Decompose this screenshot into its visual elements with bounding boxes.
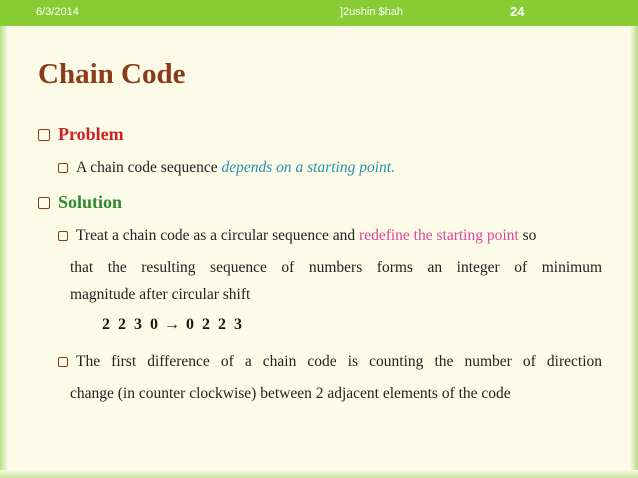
right-border <box>630 26 638 478</box>
problem-item-prefix: A chain code sequence <box>76 159 222 176</box>
problem-item-emphasis: depends on a starting point. <box>221 159 395 176</box>
bottom-border <box>0 470 638 478</box>
solution-item-1-prefix: Treat a chain code as a circular sequence and <box>76 227 360 244</box>
square-bullet-icon <box>58 357 68 367</box>
problem-item-text <box>76 159 395 177</box>
sequence-before: 2 2 3 0 <box>102 316 158 333</box>
header-date: 6/3/2014 <box>36 6 79 18</box>
left-border <box>0 26 8 478</box>
problem-bullet <box>38 124 124 145</box>
solution-item-1 <box>58 227 536 245</box>
solution-bullet <box>38 192 122 213</box>
solution-item-2 <box>58 353 602 371</box>
solution-item-1-suffix: so <box>518 227 537 244</box>
solution-item-1-highlight: redefine the starting point <box>359 227 519 244</box>
sequence-after: 0 2 2 3 <box>186 316 242 333</box>
solution-item-1-line-2: that the resulting sequence of numbers forms an integer of minimum <box>70 259 602 276</box>
square-bullet-icon <box>58 231 68 241</box>
square-bullet-icon <box>58 163 68 173</box>
solution-item-2-line-2: change (in counter clockwise) between 2 adjacent elements of the code <box>70 385 511 402</box>
solution-item-1-line-1 <box>76 227 536 245</box>
slide-title: Chain Code <box>38 58 186 90</box>
right-arrow-icon: → <box>164 316 180 333</box>
solution-item-2-line-1: The first difference of a chain code is counting the number of direction <box>76 353 602 370</box>
slide-number: 24 <box>510 4 525 19</box>
problem-item <box>58 159 395 177</box>
header-author: ]2ushin $hah <box>340 6 403 18</box>
square-bullet-icon <box>38 197 50 209</box>
square-bullet-icon <box>38 129 50 141</box>
header-bar <box>0 0 638 26</box>
chain-code-example <box>102 316 242 334</box>
problem-heading: Problem <box>58 124 124 144</box>
solution-heading: Solution <box>58 192 123 212</box>
solution-item-1-line-3: magnitude after circular shift <box>70 286 251 303</box>
